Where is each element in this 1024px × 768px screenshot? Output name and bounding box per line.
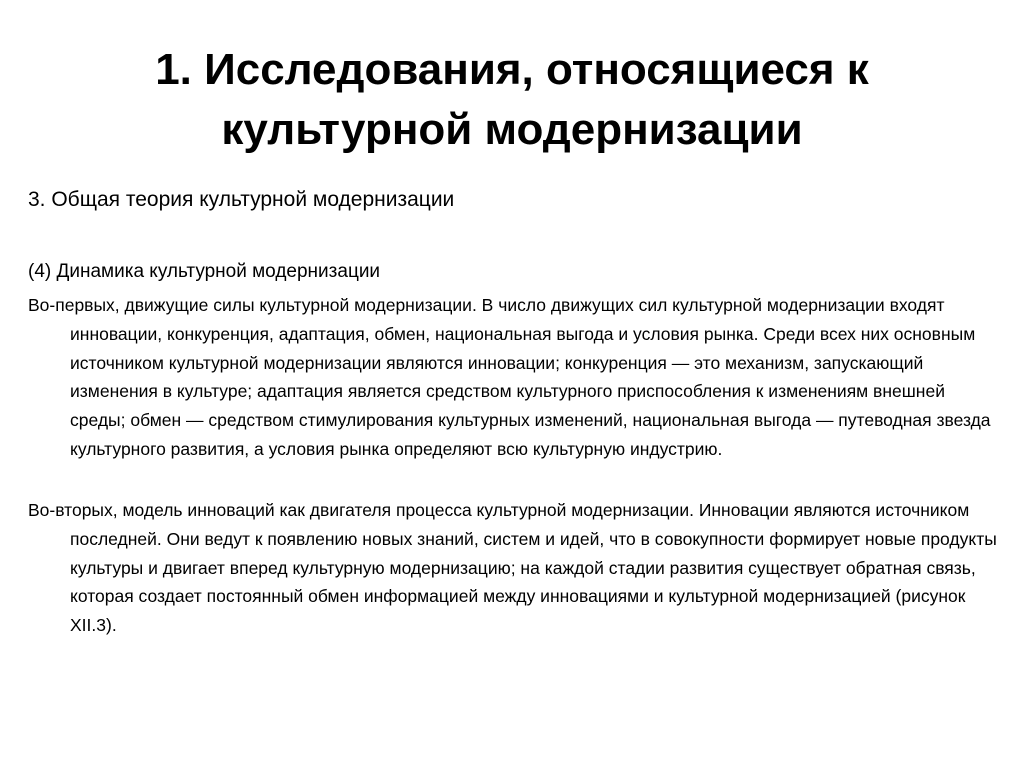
paragraph-driving-forces: Во-первых, движущие силы культурной модернизации. В число движущих сил культурной модернизации входят инновации, конкуренция, адаптация, обмен, национальная выгода и условия рынка. Среди всех них основным источником культурной модернизации являются инновации; конкуренция — это механизм, запускающий изменения в культуре; адаптация является средством культурного приспособления к изменениям внешней среды; обмен — средством стимулирования культурных изменений, национальная выгода — путеводная звезда культурного развития, а условия рынка определяют всю культурную индустрию. xyxy=(28,295,991,459)
section-heading: (4) Динамика культурной модернизации xyxy=(28,261,381,282)
slide-title: 1. Исследования, относящиеся к культурной модернизации xyxy=(155,45,869,154)
paragraph-innovation-model: Во-вторых, модель инноваций как двигателя процесса культурной модернизации. Инновации являются источником последней. Они ведут к появлению новых знаний, систем и идей, что в совокупности формирует новые продукты культуры и двигает вперед культурную модернизацию; на каждой стадии развития существует обратная связь, которая создает постоянный обмен информацией между инновациями и культурной модернизацией (рисунок XII.3). xyxy=(28,500,997,636)
slide-subtitle: 3. Общая теория культурной модернизации xyxy=(28,188,455,211)
